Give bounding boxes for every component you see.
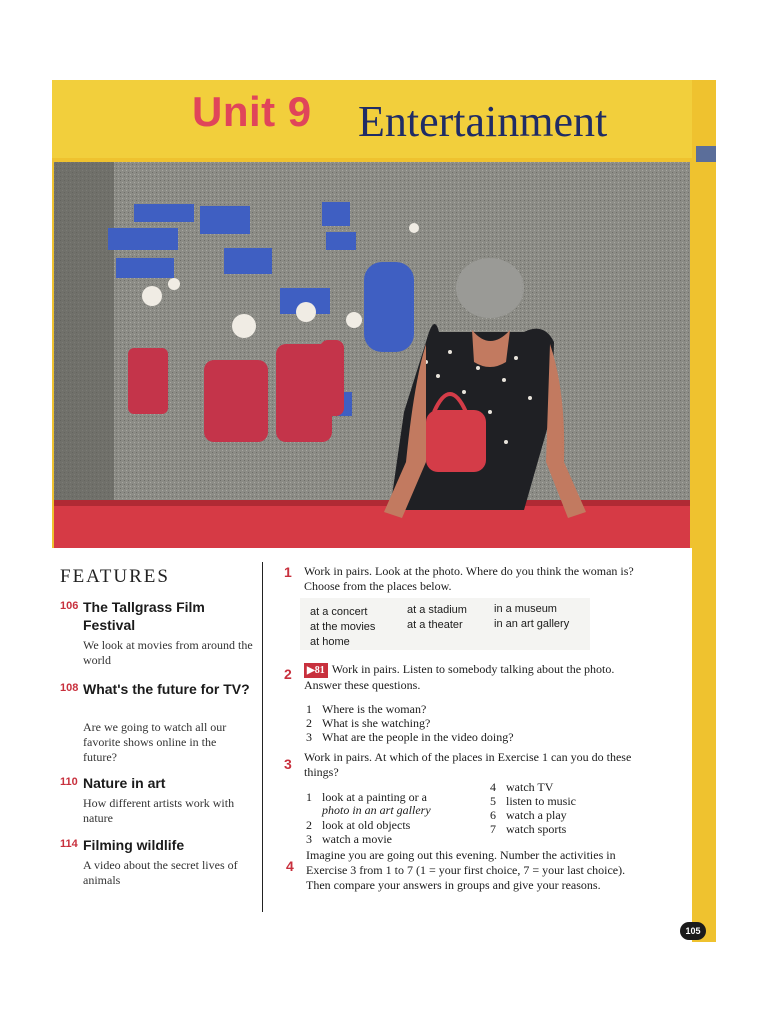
- activity-item: 2 look at old objects: [306, 818, 411, 832]
- exercise-4-number: 4: [286, 858, 294, 874]
- feature-title: The Tallgrass Film Festival: [83, 599, 205, 633]
- exercise-1-number: 1: [284, 564, 292, 580]
- feature-title: Nature in art: [83, 775, 166, 791]
- activity-item: 4 watch TV: [490, 780, 554, 794]
- exercise-1-text: Work in pairs. Look at the photo. Where do you think the woman is? Choose from the places below.: [304, 564, 634, 593]
- question-item: 1 Where is the woman?: [306, 702, 427, 716]
- feature-description: How different artists work with nature: [83, 796, 235, 825]
- question-item: 3 What are the people in the video doing?: [306, 730, 514, 744]
- unit-title: Entertainment: [358, 97, 608, 146]
- place-option: in an art gallery: [494, 618, 570, 630]
- exercise-2-text: [304, 662, 634, 693]
- activity-item-continued: photo in an art gallery: [322, 803, 431, 817]
- activity-item: 7 watch sports: [490, 822, 567, 836]
- exercise-2-number: 2: [284, 666, 292, 682]
- feature-title: Filming wildlife: [83, 837, 185, 853]
- activity-item: 6 watch a play: [490, 808, 567, 822]
- feature-title: What's the future for TV?: [83, 681, 250, 697]
- activity-item: 3 watch a movie: [306, 832, 392, 846]
- place-option: at a stadium: [407, 604, 467, 616]
- page-tab: [696, 146, 716, 162]
- page-number: 105: [680, 922, 706, 940]
- feature-page: 110: [60, 776, 78, 788]
- audio-track-number: 81: [314, 665, 325, 676]
- activity-item: 1 look at a painting or a: [306, 790, 427, 804]
- audio-track-icon[interactable]: ▶81: [304, 663, 328, 678]
- exercise-4-text: Imagine you are going out this evening. Number the activities in Exercise 3 from 1 to 7 (1 = your first choice, 7 = your last choice). Then compare your answers in groups and give your reasons.: [306, 848, 626, 892]
- place-option: at a concert: [310, 606, 368, 618]
- feature-description: We look at movies from around the world: [83, 638, 253, 667]
- features-heading: FEATURES: [60, 566, 170, 587]
- place-option: at the movies: [310, 621, 376, 633]
- photo-illustration: [54, 162, 690, 548]
- exercise-3-number: 3: [284, 756, 292, 772]
- place-option: in a museum: [494, 603, 557, 615]
- feature-description: Are we going to watch all our favorite shows online in the future?: [83, 720, 227, 764]
- feature-page: 114: [60, 838, 78, 850]
- place-option: at a theater: [407, 619, 463, 631]
- feature-page: 106: [60, 600, 79, 612]
- place-option: at home: [310, 636, 350, 648]
- feature-description: A video about the secret lives of animals: [83, 858, 238, 887]
- exercise-2-instruction: Work in pairs. Listen to somebody talking about the photo. Answer these questions.: [304, 662, 615, 692]
- feature-page: 108: [60, 682, 79, 694]
- column-divider: [262, 562, 263, 912]
- activity-item: 5 listen to music: [490, 794, 576, 808]
- exercise-3-text: Work in pairs. At which of the places in Exercise 1 can you do these things?: [304, 750, 632, 779]
- unit-photo: [54, 162, 690, 548]
- question-item: 2 What is she watching?: [306, 716, 431, 730]
- unit-label: Unit 9: [192, 88, 312, 135]
